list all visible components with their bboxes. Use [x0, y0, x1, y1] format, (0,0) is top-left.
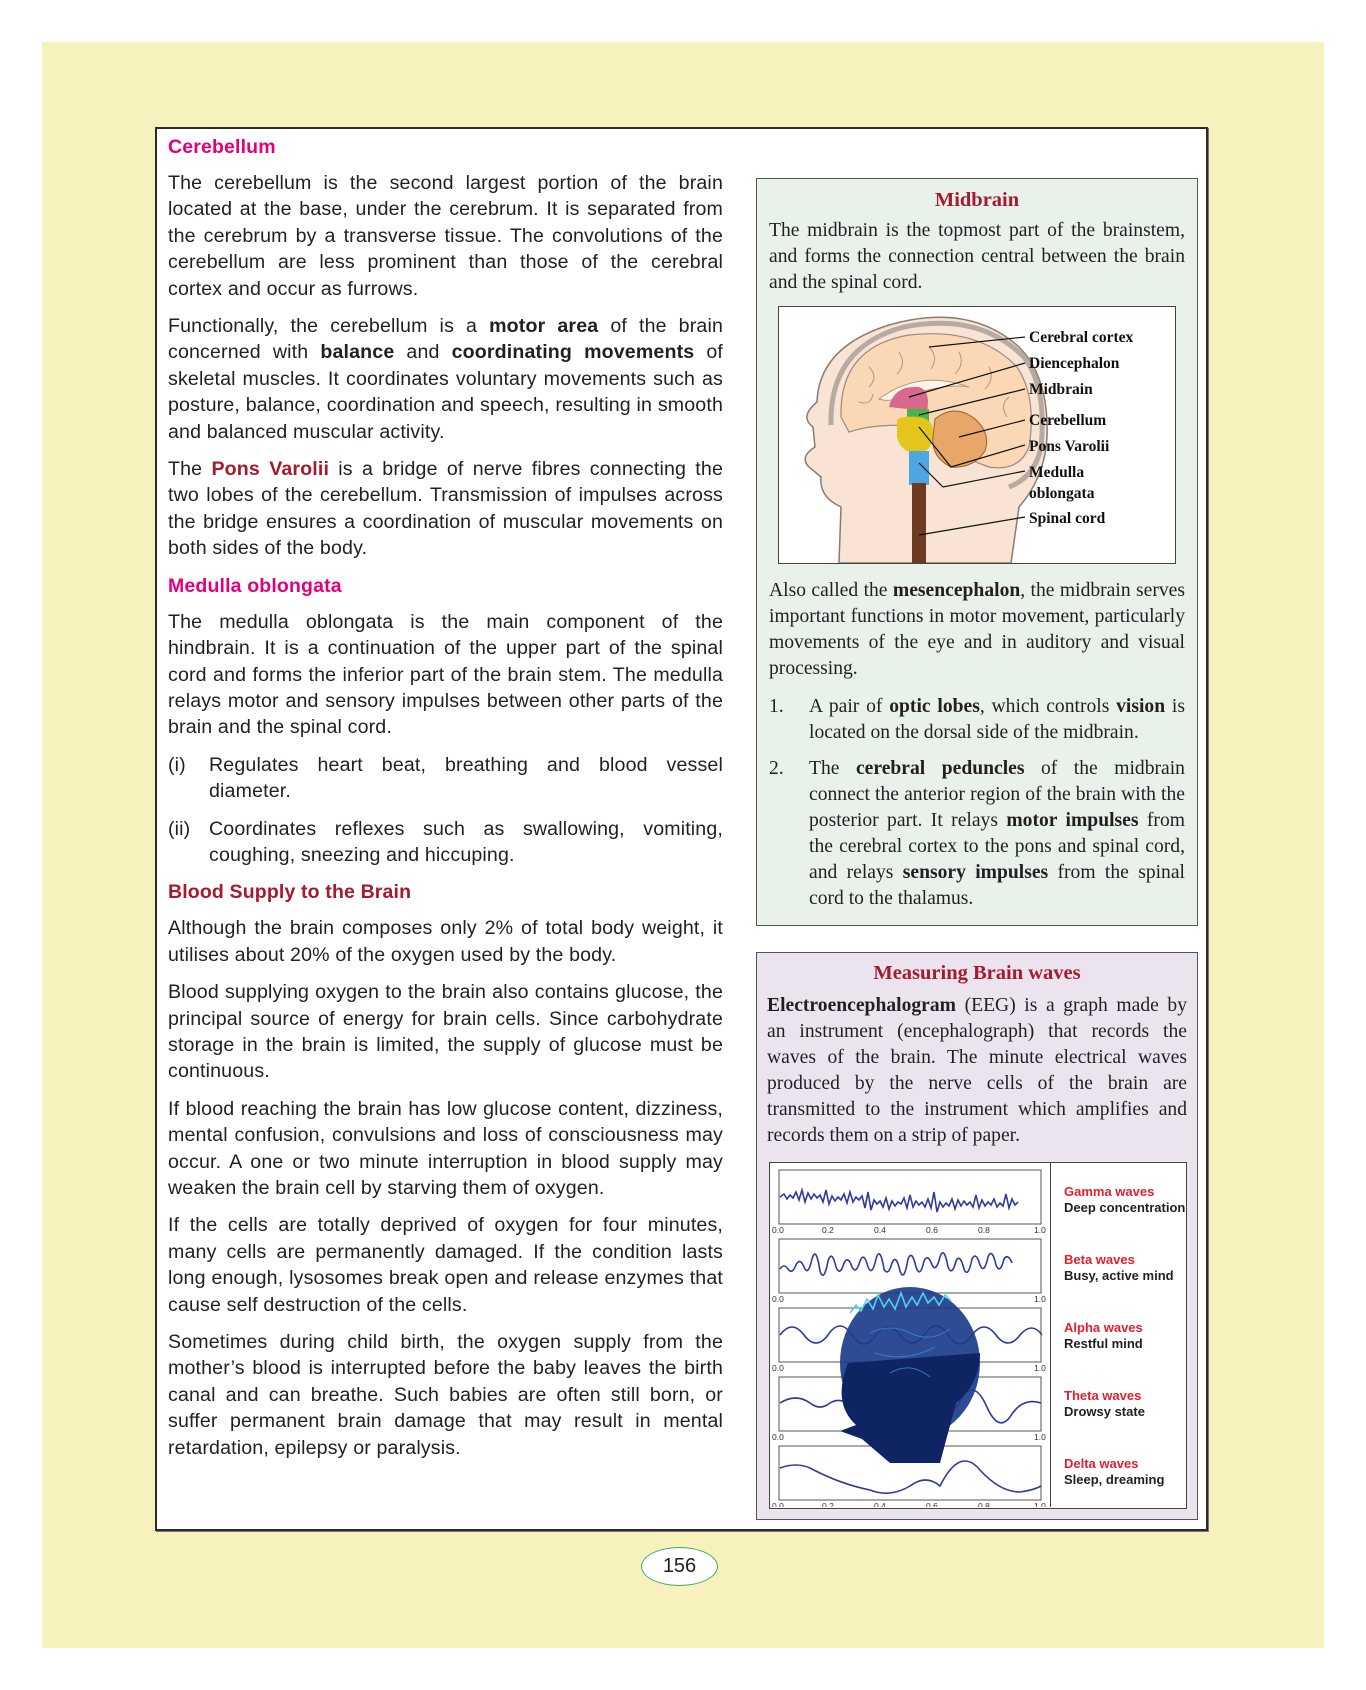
list-text	[809, 756, 1185, 912]
medulla-list-item	[168, 752, 723, 805]
heading-medulla-oblongata: Medulla oblongata	[168, 574, 342, 597]
brain-waves-info-box	[756, 952, 1198, 1520]
text: Also called the	[769, 580, 893, 601]
keyword-pons-varolii: Pons Varolii	[211, 458, 330, 481]
wave-description: Restful mind	[1064, 1336, 1143, 1351]
text: from the spinal cord to the thalamus.	[809, 862, 1185, 909]
tick-label: 0.0	[772, 1294, 784, 1304]
eeg-wave-plots	[770, 1163, 1051, 1507]
list-marker: (ii)	[168, 817, 191, 840]
brain-illustration	[779, 307, 1175, 563]
wave-label-theta	[1064, 1388, 1145, 1420]
keyword-motor-impulses: motor impulses	[1006, 810, 1139, 831]
label-oblongata: oblongata	[1029, 485, 1095, 502]
list-text: Coordinates reflexes such as swallowing, vomiting, coughing, sneezing and hiccuping.	[209, 817, 723, 866]
text: (EEG) is a graph made by an instrument (encephalograph) that records the waves of the brain. The minute electrical waves produced by the nerve cells of the brain are transmitted to the instrument which amplifies and records them on a strip of paper.	[767, 995, 1187, 1146]
cerebellum-paragraph-3	[168, 456, 723, 562]
tick-label: 0.4	[874, 1501, 886, 1507]
midbrain-description	[769, 578, 1185, 682]
keyword-cerebral-peduncles: cerebral peduncles	[855, 758, 1025, 779]
keyword-sensory-impulses: sensory impulses	[902, 862, 1049, 883]
wave-name: Delta waves	[1064, 1456, 1139, 1471]
tick-label: 0.0	[772, 1432, 784, 1442]
list-marker: (i)	[168, 753, 186, 776]
wave-label-alpha	[1064, 1320, 1143, 1352]
wave-name: Beta waves	[1064, 1252, 1135, 1267]
medulla-paragraph-1: The medulla oblongata is the main component of the hindbrain. It is a continuation of the upper part of the spinal cord and forms the inferior part of the brain stem. The medulla relays motor and sensory impulses between other parts of the brain and the spinal cord.	[168, 610, 723, 739]
label-diencephalon: Diencephalon	[1029, 355, 1120, 372]
list-text	[809, 694, 1185, 746]
eeg-description	[767, 993, 1187, 1149]
heading-cerebellum: Cerebellum	[168, 136, 276, 158]
keyword-vision: vision	[1116, 696, 1166, 717]
midbrain-info-box	[756, 178, 1198, 926]
left-column	[168, 134, 723, 1472]
eeg-figure	[769, 1162, 1187, 1509]
tick-label: 0.0	[772, 1363, 784, 1373]
blood-paragraph-4: If the cells are totally deprived of oxygen for four minutes, many cells are permanently damaged. If the condition lasts long enough, lysosomes break open and release enzymes that cause self destruction of the cells.	[168, 1214, 723, 1316]
label-spinal-cord: Spinal cord	[1029, 510, 1106, 527]
keyword-mesencephalon: mesencephalon	[892, 580, 1021, 601]
tick-label: 1.0	[1034, 1294, 1046, 1304]
page-number: 156	[641, 1547, 718, 1586]
wave-description: Sleep, dreaming	[1064, 1472, 1165, 1487]
tick-label: 0.2	[822, 1225, 834, 1235]
text: , which controls	[979, 696, 1117, 717]
text: The	[168, 458, 212, 481]
tick-label: 0.0	[772, 1225, 784, 1235]
tick-label: 0.0	[772, 1501, 784, 1507]
midbrain-list-item	[769, 756, 1185, 912]
text: of skeletal muscles. It coordinates voluntary movements such as posture, balance, coordination and speech, resulting in smooth and balanced muscular activity.	[168, 341, 723, 443]
midbrain-intro: The midbrain is the topmost part of the brainstem, and forms the connection central between the brain and the spinal cord.	[769, 220, 1185, 293]
text: is located on the dorsal side of the midbrain.	[809, 696, 1185, 743]
blood-paragraph-3: If blood reaching the brain has low glucose content, dizziness, mental confusion, convulsions and loss of consciousness may occur. A one or two minute interruption in blood supply may weaken the brain cell by starving them of oxygen.	[168, 1097, 723, 1199]
tick-label: 1.0	[1034, 1432, 1046, 1442]
tick-label: 0.6	[926, 1501, 938, 1507]
label-pons-varolii: Pons Varolii	[1029, 438, 1110, 455]
keyword-optic-lobes: optic lobes	[889, 696, 980, 717]
wave-description: Busy, active mind	[1064, 1268, 1174, 1283]
list-marker: 2.	[769, 758, 784, 779]
blood-paragraph-2: Blood supplying oxygen to the brain also contains glucose, the principal source of energy for brain cells. Since carbohydrate storage in the brain is limited, the supply of glucose must be continuous.	[168, 981, 723, 1083]
label-cerebral-cortex: Cerebral cortex	[1029, 329, 1134, 346]
wave-label-delta	[1064, 1456, 1164, 1488]
text: from the cerebral cortex to the pons and spinal cord, and relays	[809, 810, 1185, 883]
text: Functionally, the cerebellum is a	[168, 315, 490, 338]
text: , the midbrain serves important functions in motor movement, particularly movements of the eye and in auditory and visual processing.	[769, 580, 1185, 679]
tick-label: 0.4	[874, 1225, 886, 1235]
list-marker: 1.	[769, 696, 784, 717]
brain-sagittal-diagram	[778, 306, 1176, 564]
wave-name: Gamma waves	[1064, 1184, 1155, 1199]
tick-label: 0.8	[978, 1501, 990, 1507]
text: of the midbrain connect the anterior region of the brain with the posterior part. It relays	[809, 758, 1185, 831]
keyword-balance: balance	[320, 341, 395, 364]
wave-description: Drowsy state	[1064, 1404, 1145, 1419]
heading-blood-supply: Blood Supply to the Brain	[168, 881, 412, 904]
blood-paragraph-5: Sometimes during child birth, the oxygen supply from the mother’s blood is interrupted before the baby leaves the birth canal and can breathe. Such babies are often still born, or suffer permanent brain damage that may result in mental retardation, epilepsy or paralysis.	[168, 1331, 723, 1459]
keyword-electroencephalogram: Electroencephalogram	[767, 995, 957, 1016]
eeg-traces	[770, 1163, 1050, 1507]
text: The	[809, 758, 856, 779]
text: is a bridge of nerve fibres connecting the two lobes of the cerebellum. Transmission of impulses across the bridge ensures a coordination of muscular movements on both sides of the body.	[168, 458, 723, 560]
label-cerebellum: Cerebellum	[1029, 412, 1107, 429]
cerebellum-paragraph-1: The cerebellum is the second largest portion of the brain located at the base, under the cerebrum. It is separated from the cerebrum by a transverse tissue. The convolutions of the cerebellum are less prominent than those of the cerebral cortex and occur as furrows.	[168, 172, 723, 300]
blood-paragraph-1: Although the brain composes only 2% of total body weight, it utilises about 20% of the oxygen used by the body.	[168, 917, 723, 966]
tick-label: 0.6	[926, 1225, 938, 1235]
wave-label-beta	[1064, 1252, 1174, 1284]
text: A pair of	[809, 696, 890, 717]
label-midbrain: Midbrain	[1029, 381, 1093, 398]
midbrain-title: Midbrain	[934, 189, 1020, 211]
tick-label: 1.0	[1034, 1501, 1046, 1507]
brain-waves-title: Measuring Brain waves	[873, 962, 1081, 984]
text: of the brain concerned with	[168, 315, 723, 364]
tick-label: 0.2	[822, 1501, 834, 1507]
wave-name: Theta waves	[1064, 1388, 1142, 1403]
keyword-coordinating-movements: coordinating movements	[451, 341, 695, 364]
eeg-wave-legend	[1052, 1163, 1186, 1507]
tick-label: 0.8	[978, 1225, 990, 1235]
list-text: Regulates heart beat, breathing and blood vessel diameter.	[209, 753, 723, 803]
cerebellum-paragraph-2	[168, 313, 723, 445]
midbrain-list	[769, 694, 1185, 912]
keyword-motor-area: motor area	[489, 315, 599, 338]
text: and	[394, 341, 452, 364]
wave-description: Deep concentration	[1064, 1200, 1186, 1215]
midbrain-list-item	[769, 694, 1185, 746]
medulla-list-item	[168, 816, 723, 869]
wave-name: Alpha waves	[1064, 1320, 1143, 1335]
tick-label: 1.0	[1034, 1225, 1046, 1235]
wave-label-gamma	[1064, 1184, 1185, 1216]
label-medulla: Medulla	[1029, 464, 1085, 481]
tick-label: 1.0	[1034, 1363, 1046, 1373]
